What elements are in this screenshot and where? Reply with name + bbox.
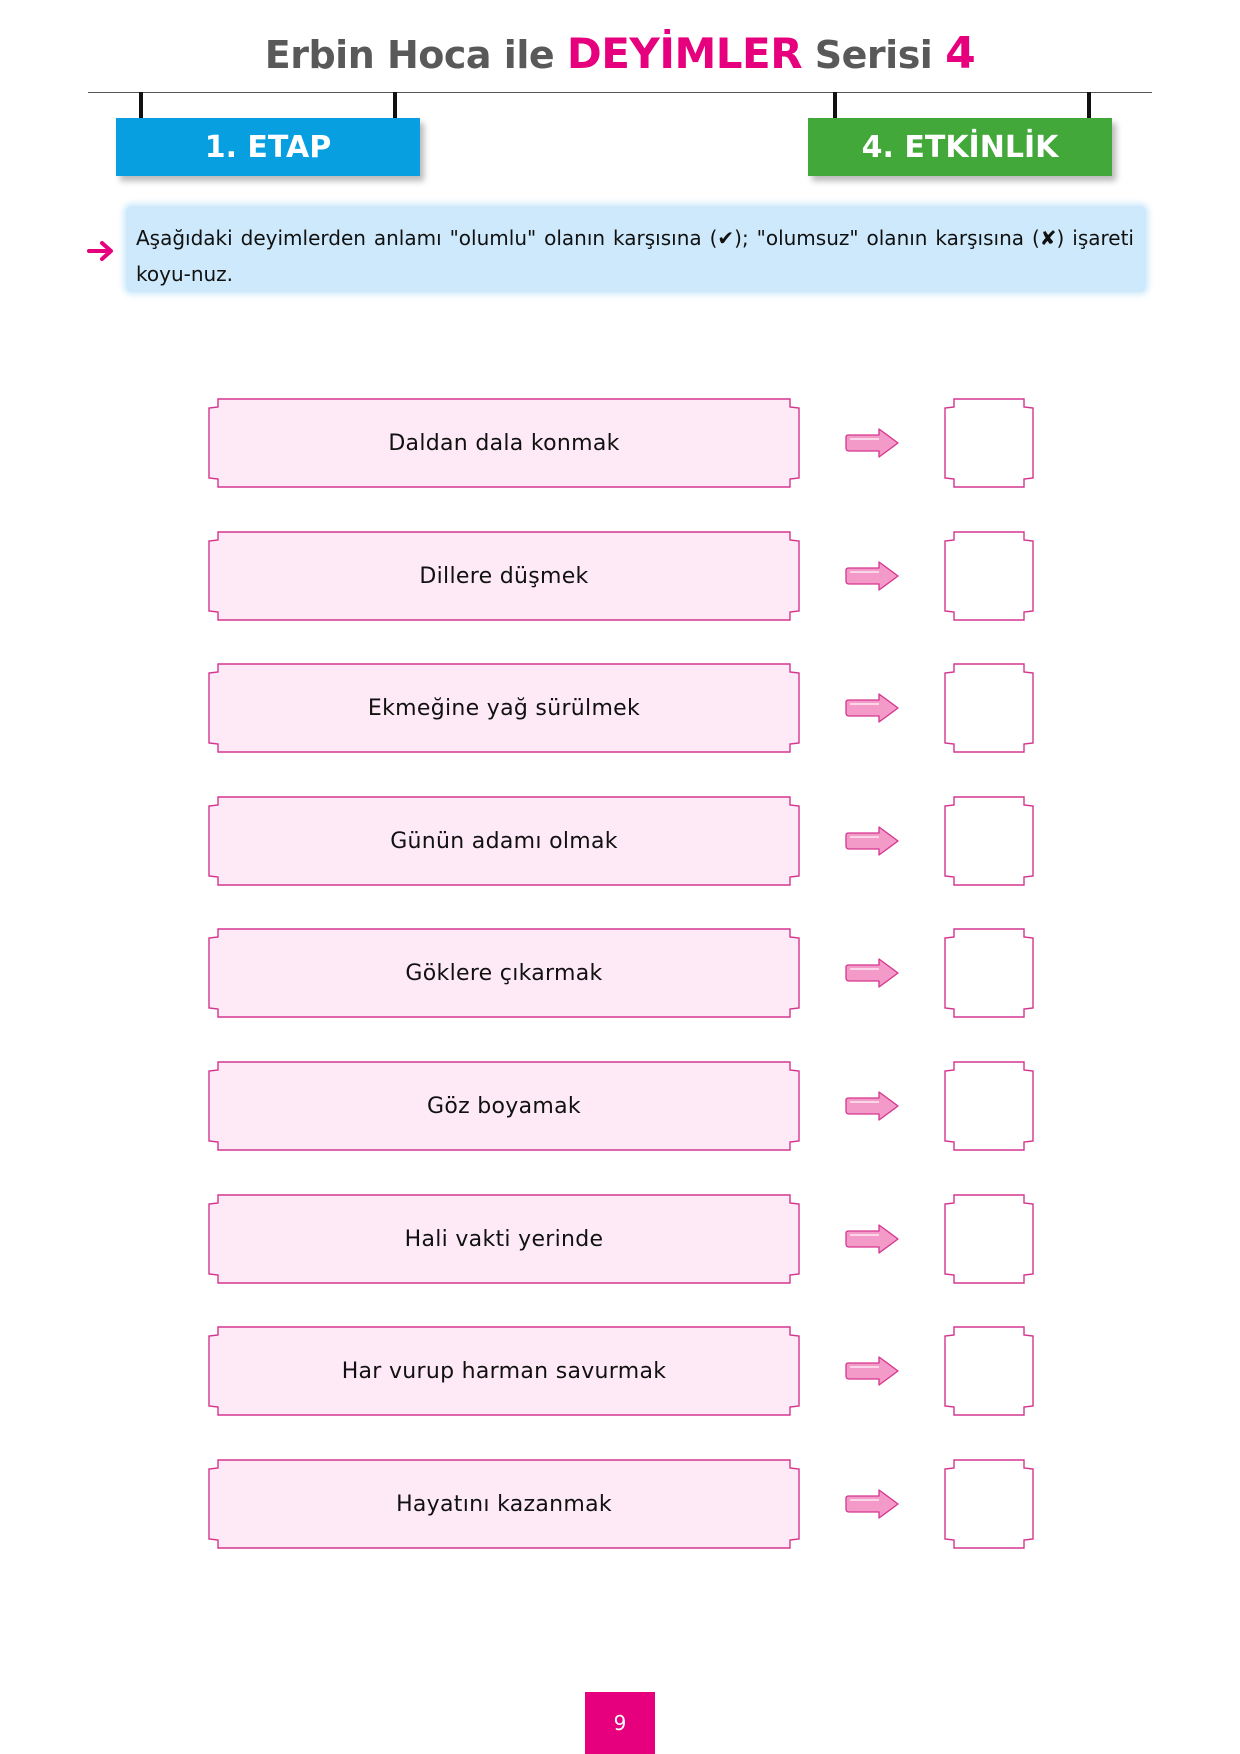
arrow-right-icon — [843, 691, 901, 725]
hanger-line — [1087, 92, 1091, 118]
idiom-row — [0, 1194, 1240, 1284]
idiom-box — [208, 663, 800, 753]
arrow-right-icon — [843, 559, 901, 593]
title-prefix: Erbin Hoca ile — [264, 33, 555, 77]
idiom-box — [208, 1061, 800, 1151]
arrow-right-icon — [843, 1487, 901, 1521]
series-number: 4 — [945, 28, 976, 79]
answer-box[interactable] — [944, 796, 1034, 886]
arrow-right-icon — [843, 426, 901, 460]
idiom-box — [208, 928, 800, 1018]
idiom-text: Hayatını kazanmak — [396, 1491, 612, 1517]
answer-box[interactable] — [944, 1459, 1034, 1549]
idiom-row — [0, 398, 1240, 488]
idiom-row — [0, 928, 1240, 1018]
idiom-row — [0, 1061, 1240, 1151]
hanger-line — [833, 92, 837, 118]
arrow-right-icon — [843, 1354, 901, 1388]
idiom-text: Göz boyamak — [427, 1093, 581, 1119]
idiom-box — [208, 1459, 800, 1549]
idiom-box — [208, 1194, 800, 1284]
answer-box[interactable] — [944, 531, 1034, 621]
answer-box[interactable] — [944, 1194, 1034, 1284]
idiom-row — [0, 1459, 1240, 1549]
idiom-text: Günün adamı olmak — [390, 828, 618, 854]
idiom-row — [0, 531, 1240, 621]
answer-box[interactable] — [944, 398, 1034, 488]
arrow-right-icon — [843, 824, 901, 858]
idiom-text: Göklere çıkarmak — [405, 960, 603, 986]
idiom-box — [208, 1326, 800, 1416]
page-title — [0, 28, 1240, 79]
idiom-text: Har vurup harman savurmak — [341, 1358, 667, 1384]
arrow-right-icon — [843, 956, 901, 990]
instruction-text: Aşağıdaki deyimlerden anlamı "olumlu" olanın karşısına (✔); "olumsuz" olanın karşısına (✘) işareti koyu-nuz. — [126, 206, 1146, 292]
idiom-box — [208, 398, 800, 488]
arrow-right-icon — [843, 1089, 901, 1123]
arrow-right-icon — [86, 236, 116, 266]
idiom-text: Ekmeğine yağ sürülmek — [367, 695, 641, 721]
idiom-text: Daldan dala konmak — [388, 430, 620, 456]
answer-box[interactable] — [944, 1061, 1034, 1151]
idiom-text: Hali vakti yerinde — [404, 1226, 604, 1252]
page-number: 9 — [585, 1692, 655, 1754]
answer-box[interactable] — [944, 663, 1034, 753]
etkinlik-badge: 4. ETKİNLİK — [808, 118, 1112, 176]
idiom-box — [208, 796, 800, 886]
idiom-box — [208, 531, 800, 621]
etap-badge: 1. ETAP — [116, 118, 420, 176]
hanger-line — [393, 92, 397, 118]
idiom-text: Dillere düşmek — [419, 563, 589, 589]
idiom-row — [0, 796, 1240, 886]
title-accent: DEYİMLER — [566, 29, 803, 78]
title-suffix: Serisi — [814, 33, 933, 77]
hanger-line — [139, 92, 143, 118]
answer-box[interactable] — [944, 928, 1034, 1018]
answer-box[interactable] — [944, 1326, 1034, 1416]
idiom-row — [0, 663, 1240, 753]
arrow-right-icon — [843, 1222, 901, 1256]
header-rule — [88, 92, 1152, 93]
idiom-row — [0, 1326, 1240, 1416]
